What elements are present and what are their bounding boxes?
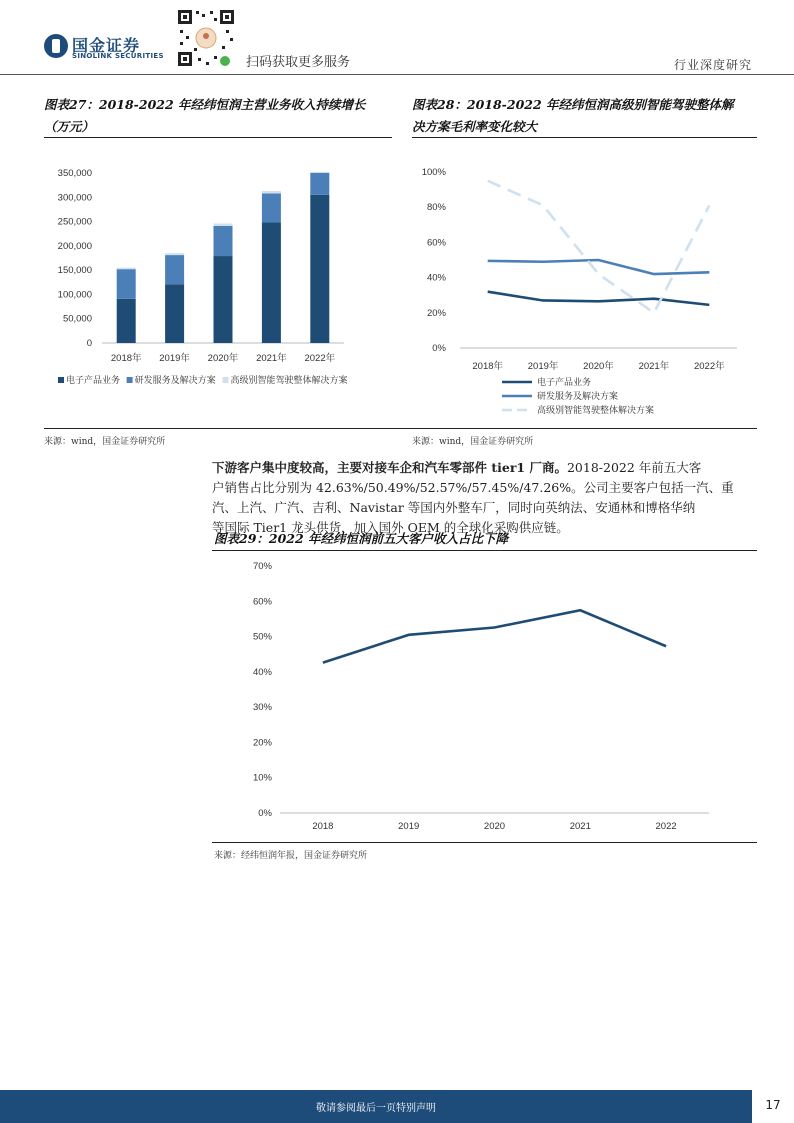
y-tick-label: 60% [426,237,446,249]
figure29-line-chart [212,556,757,836]
bar-segment [214,226,233,256]
figure27-title-line2: （万元） [44,119,95,134]
brand-name-en: SINOLINK SECURITIES [72,52,164,60]
legend-label: 电子产品业务 [537,377,592,387]
y-tick-label: 100% [421,167,446,178]
figure27-stacked-bar-chart [44,155,394,395]
y-tick-label: 20% [426,307,446,319]
y-tick-label: 10% [252,772,272,784]
figure28-title [412,94,757,138]
x-tick-label: 2022年 [693,361,725,372]
x-tick-label: 2020年 [583,361,614,372]
paragraph-line3: 汽、上汽、广汽、吉利、Navistar 等国内外整车厂，同时向英纳法、安通林和博格华纳 [212,500,696,515]
bar-segment [262,193,281,222]
y-tick-label: 250,000 [57,216,92,228]
figure29-title-rule [212,550,757,551]
legend-swatch [58,377,64,383]
footer-disclaimer: 敬请参阅最后一页特别声明 [316,1103,436,1114]
paragraph-line4: 等国际 Tier1 龙头供货，加入国外 OEM 的全球化采购供应链。 [212,520,569,535]
legend-swatch [127,377,133,383]
x-tick-label: 2021 [569,821,591,832]
legend-label: 高级别智能驾驶整体解决方案 [537,405,655,415]
y-tick-label: 50,000 [62,313,92,325]
bar-segment [165,255,184,284]
brand-name-cn: 国金证券 [72,36,141,55]
bar-segment [310,172,329,173]
y-tick-label: 50% [252,631,272,643]
y-tick-label: 150,000 [57,265,92,277]
bar-segment [262,223,281,343]
figures-bottom-rule [44,428,757,429]
y-tick-label: 0% [432,343,446,354]
x-tick-label: 2020年 [207,353,239,364]
bar-segment [165,284,184,343]
figure27-source: 来源：wind，国金证券研究所 [44,437,166,447]
bar-segment [310,173,329,195]
y-tick-label: 80% [426,202,446,214]
x-tick-label: 2020 [483,821,506,832]
x-tick-label: 2018 [312,821,334,832]
y-tick-label: 30% [252,702,272,714]
legend-swatch [223,377,229,383]
series-line [488,292,710,305]
bar-segment [117,269,136,299]
bar-segment [117,299,136,343]
figure27-title-line1: 图表27：2018-2022 年经纬恒润主营业务收入持续增长 [44,97,366,112]
paragraph-line1: 2018-2022 年前五大客 [566,460,702,475]
figure29-title: 图表29：2022 年经纬恒润前五大客户收入占比下降 [214,531,509,546]
x-tick-label: 2019年 [159,353,190,364]
legend-label: 高级别智能驾驶整体解决方案 [230,375,348,385]
header-divider [0,74,794,75]
figure27-title [44,94,394,138]
bar-segment [214,224,233,226]
figure29-source: 来源：经纬恒润年报，国金证券研究所 [214,851,368,861]
x-tick-label: 2022 [655,821,677,832]
y-tick-label: 60% [252,596,272,608]
bar-segment [165,253,184,255]
paragraph-line2: 户销售占比分别为 42.63%/50.49%/52.57%/57.45%/47.26%。公司主要客户包括一汽、重 [212,480,734,495]
x-tick-label: 2019年 [527,361,559,372]
y-tick-label: 350,000 [57,168,92,179]
y-tick-label: 40% [426,272,446,284]
page-number: 17 [765,1098,781,1112]
x-tick-label: 2021年 [638,361,670,372]
bar-segment [310,195,329,343]
x-tick-label: 2019 [398,821,420,832]
y-tick-label: 40% [252,666,272,678]
y-tick-label: 20% [252,737,272,749]
qr-code-icon[interactable] [176,8,236,68]
figure28-source: 来源：wind，国金证券研究所 [412,437,534,447]
x-tick-label: 2018年 [472,361,504,372]
legend-label: 电子产品业务 [66,375,121,385]
report-type: 行业深度研究 [673,58,752,72]
y-tick-label: 0 [86,338,92,349]
y-tick-label: 0% [258,808,272,819]
legend-label: 研发服务及解决方案 [134,375,216,385]
series-line [488,181,710,313]
qr-caption: 扫码获取更多服务 [246,55,351,70]
y-tick-label: 70% [252,561,272,572]
x-tick-label: 2022年 [304,353,336,364]
series-line [323,610,666,662]
bar-segment [262,191,281,193]
y-tick-label: 200,000 [57,240,92,252]
paragraph-lead: 下游客户集中度较高，主要对接车企和汽车零部件 tier1 厂商。 [212,460,567,475]
legend-label: 研发服务及解决方案 [537,391,619,401]
figure27-title-rule [44,137,392,138]
bar-segment [214,256,233,343]
x-tick-label: 2018年 [110,353,142,364]
figure28-title-rule [412,137,757,138]
figure28-title-line2: 决方案毛利率变化较大 [412,119,538,134]
y-tick-label: 300,000 [57,192,92,204]
figure28-line-chart [412,155,757,425]
figure28-title-line1: 图表28：2018-2022 年经纬恒润高级别智能驾驶整体解 [412,97,734,112]
figure29-bottom-rule [212,842,757,843]
brand-logo-icon [44,34,68,58]
y-tick-label: 100,000 [57,289,92,301]
x-tick-label: 2021年 [256,353,287,364]
body-paragraph [212,458,754,538]
bar-segment [117,268,136,269]
